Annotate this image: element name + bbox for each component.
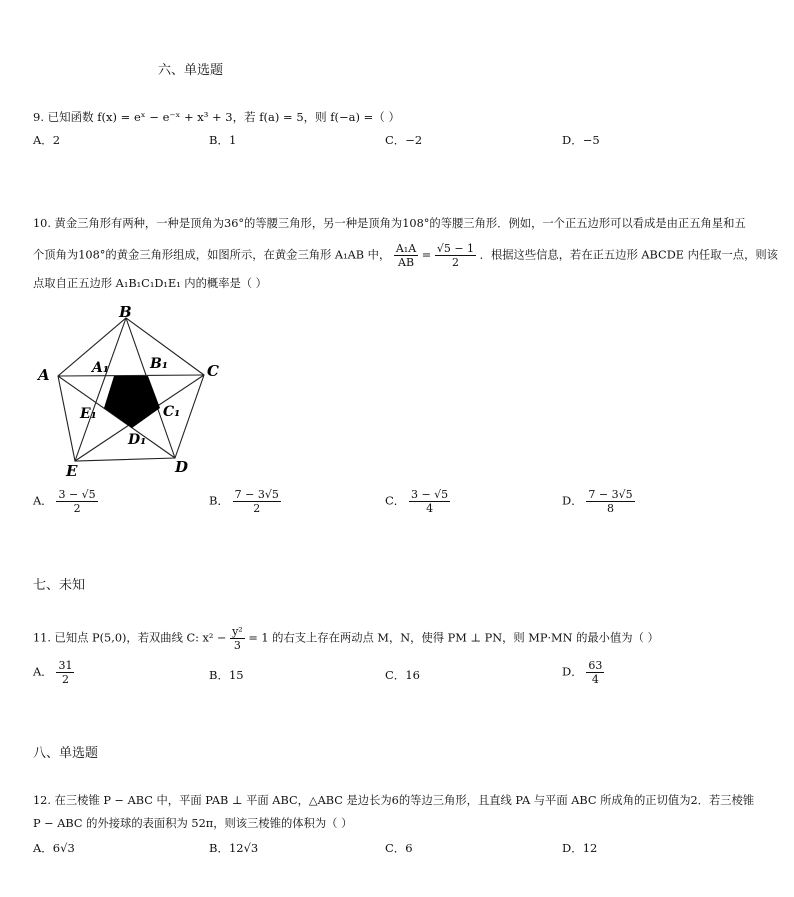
q11-option-a-letter: A．	[33, 664, 53, 679]
q11-option-c[interactable]	[385, 667, 420, 683]
q11-option-d-den: 4	[591, 673, 599, 686]
q12-option-d[interactable]: D．12	[562, 841, 598, 855]
q11-option-d[interactable]	[562, 659, 604, 686]
label-A1: A₁	[92, 360, 109, 376]
q10-option-a-num: 3 − √5	[58, 488, 96, 501]
q10-option-a-letter: A．	[33, 493, 53, 508]
section-heading-six: 六、单选题	[158, 63, 224, 78]
q12-option-a[interactable]: A．6√3	[33, 841, 75, 855]
q9-option-d[interactable]: D．−5	[562, 133, 600, 147]
q11-option-a[interactable]	[33, 659, 74, 686]
label-B1: B₁	[150, 356, 168, 372]
q11-option-b-letter: B．	[209, 668, 229, 682]
q10-option-c-letter: C．	[385, 493, 406, 508]
label-A: A	[38, 366, 50, 384]
q10-option-c-num: 3 − √5	[410, 488, 449, 501]
q10-line2-post: ．根据这些信息，若在正五边形 ABCDE 内任取一点，则该	[479, 248, 778, 262]
label-D1: D₁	[128, 432, 147, 448]
q10-ratio-fraction	[394, 242, 418, 269]
q10-option-b[interactable]	[209, 488, 281, 515]
label-C: C	[207, 362, 219, 380]
question-10-line-1: 10. 黄金三角形有两种，一种是顶角为36°的等腰三角形，另一种是顶角为108°的等腰三角形．例如，一个正五边形可以看成是由正五角星和五	[33, 217, 746, 230]
q11-option-a-num: 31	[58, 659, 73, 672]
q9-option-a[interactable]: A．2	[33, 133, 61, 147]
q9-option-b[interactable]: B．1	[209, 133, 237, 147]
q11-post: = 1 的右支上存在两动点 M，N，使得 PM ⊥ PN，则 MP·MN 的最小值为（ ）	[248, 631, 659, 645]
q11-frac-den: 3	[233, 639, 241, 652]
q10-option-b-num: 7 − 3√5	[234, 488, 279, 501]
q10-option-b-den: 2	[253, 502, 261, 515]
q9-option-c[interactable]: C．−2	[385, 133, 423, 147]
pentagon-star-figure	[30, 298, 230, 482]
label-B: B	[119, 303, 132, 321]
q11-option-d-num: 63	[588, 659, 603, 672]
question-10-line-2	[33, 242, 778, 269]
q10-option-a[interactable]	[33, 488, 98, 515]
question-9-text: 9. 已知函数 f(x) = eˣ − e⁻ˣ + x³ + 3，若 f(a) = 5，则 f(−a) =（ ）	[33, 110, 400, 124]
q10-option-d-den: 8	[607, 502, 614, 515]
question-12-line-2: P − ABC 的外接球的表面积为 52π，则该三棱锥的体积为（ ）	[33, 817, 353, 830]
star-line-a-c	[58, 375, 204, 376]
q10-option-c-den: 4	[426, 502, 434, 515]
label-E1: E₁	[80, 406, 97, 422]
q10-option-b-letter: B．	[209, 493, 229, 508]
section-heading-eight: 八、单选题	[33, 746, 99, 761]
label-C1: C₁	[163, 404, 181, 420]
q10-option-a-den: 2	[73, 502, 81, 515]
q11-option-a-den: 2	[61, 673, 69, 686]
q11-frac-num: y²	[232, 625, 243, 638]
label-E: E	[66, 462, 78, 480]
q11-option-b-value: 15	[228, 668, 244, 682]
q11-option-d-letter: D．	[562, 664, 583, 679]
q10-ratio-num: A₁A	[395, 242, 417, 255]
q11-option-b[interactable]	[209, 667, 244, 683]
q10-option-d-letter: D．	[562, 493, 583, 508]
q11-option-c-letter: C．	[385, 668, 406, 682]
q12-option-b[interactable]: B．12√3	[209, 841, 259, 855]
q10-ratio-den: AB	[398, 256, 415, 269]
question-11-text	[33, 625, 659, 652]
q11-option-c-value: 16	[405, 668, 420, 682]
q12-option-c[interactable]: C．6	[385, 841, 413, 855]
q10-ratio-equals: =	[421, 248, 432, 262]
q10-ratio-value-den: 2	[451, 256, 459, 269]
label-D: D	[175, 458, 189, 476]
q10-option-d[interactable]	[562, 488, 635, 515]
section-heading-seven: 七、未知	[33, 578, 86, 593]
question-12-line-1: 12. 在三棱锥 P − ABC 中，平面 PAB ⊥ 平面 ABC，△ABC 是边长为6的等边三角形，且直线 PA 与平面 ABC 所成角的正切值为2．若三棱锥	[33, 794, 755, 807]
q10-ratio-value-num: √5 − 1	[436, 242, 475, 255]
q10-option-d-num: 7 − 3√5	[588, 488, 633, 501]
q11-pre: 11. 已知点 P(5,0)，若双曲线 C: x² −	[33, 631, 227, 645]
q10-ratio-value-fraction	[435, 242, 476, 269]
q10-line2-pre: 个顶角为108°的黄金三角形组成，如图所示，在黄金三角形 A₁AB 中，	[33, 248, 391, 262]
question-10-line-3: 点取自正五边形 A₁B₁C₁D₁E₁ 内的概率是（ ）	[33, 277, 267, 290]
q10-option-c[interactable]	[385, 488, 450, 515]
inner-pentagon	[104, 376, 160, 428]
